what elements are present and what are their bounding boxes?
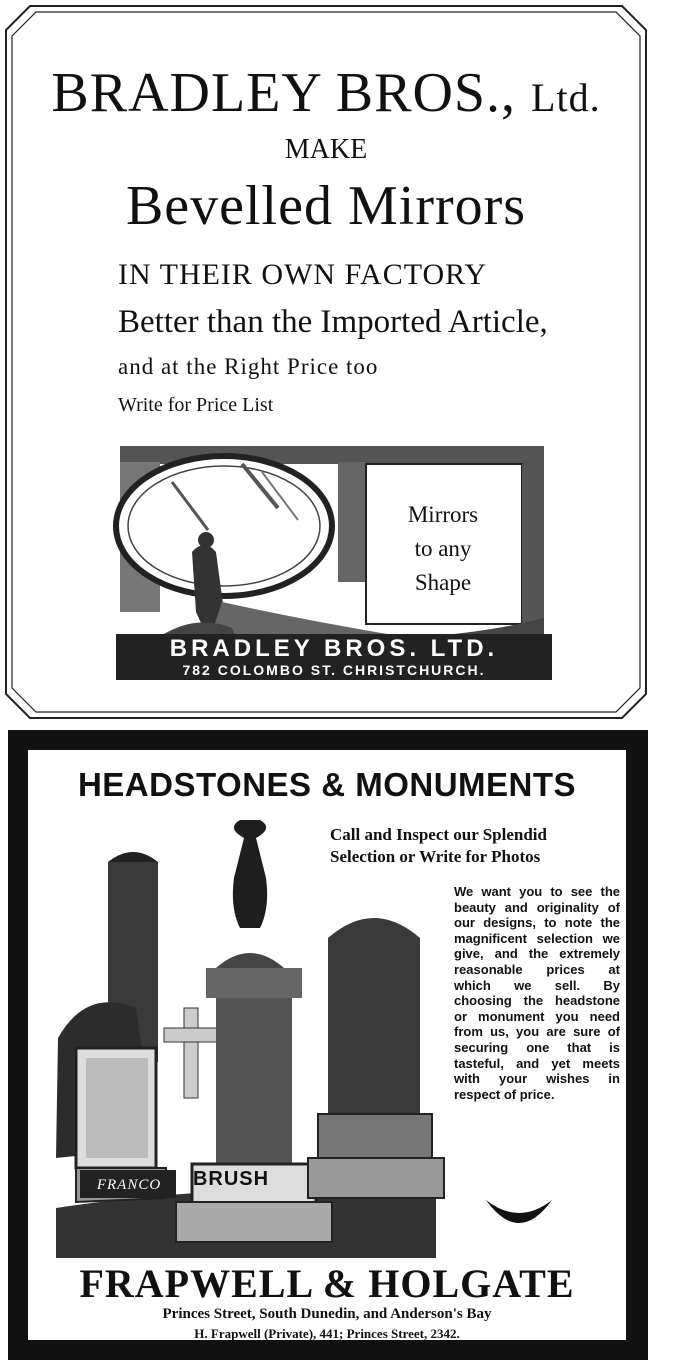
inspect-callout: Call and Inspect our Splendid Selection or Write for Photos: [330, 825, 547, 866]
shape-caption-line: Mirrors: [407, 502, 479, 527]
factory-line: IN THEIR OWN FACTORY: [118, 258, 488, 291]
headstones-title: HEADSTONES & MONUMENTS: [77, 766, 577, 803]
company-suffix: Ltd.: [531, 75, 601, 120]
advertisement-panel: [26, 748, 628, 1342]
shape-caption: [366, 498, 520, 600]
advertisement-copy: We want you to see the beauty and originality of our designs, to note the magnificent selection we give, and the extremely reasonable prices at which we sell. By choosing the headstone or monument you need from us, you are sure of securing one that is tasteful, and yet meets with your wishes in respect of price.: [454, 884, 620, 1102]
product-heading: Bevelled Mirrors: [125, 175, 527, 237]
frapwell-holgate-advertisement: [8, 730, 648, 1360]
price-line: and at the Right Price too: [118, 354, 379, 379]
firm-name: FRAPWELL & HOLGATE: [79, 1261, 575, 1306]
company-name: [4, 58, 648, 133]
company-name-text: BRADLEY BROS.,: [51, 62, 517, 124]
make-heading: MAKE: [284, 134, 368, 165]
better-line: Better than the Imported Article,: [118, 304, 548, 340]
brush-inscription: BRUSH: [192, 1168, 270, 1190]
franco-inscription: FRANCO: [96, 1177, 162, 1193]
shape-caption-line: to any: [414, 536, 472, 561]
shape-caption-line: Shape: [414, 570, 472, 595]
price-list-line: Write for Price List: [118, 394, 274, 416]
firm-phones: H. Frapwell (Private), 441; Princes Street, 2342.: [194, 1326, 460, 1341]
firm-address: Princes Street, South Dunedin, and Anderson's Bay: [162, 1306, 492, 1322]
crescent-ornament-icon: [484, 1196, 554, 1236]
banner-company: BRADLEY BROS. LTD.: [169, 635, 499, 662]
bradley-bros-advertisement: [4, 4, 648, 720]
banner-address: 782 COLOMBO ST. CHRISTCHURCH.: [182, 662, 486, 678]
company-banner: [116, 634, 552, 680]
